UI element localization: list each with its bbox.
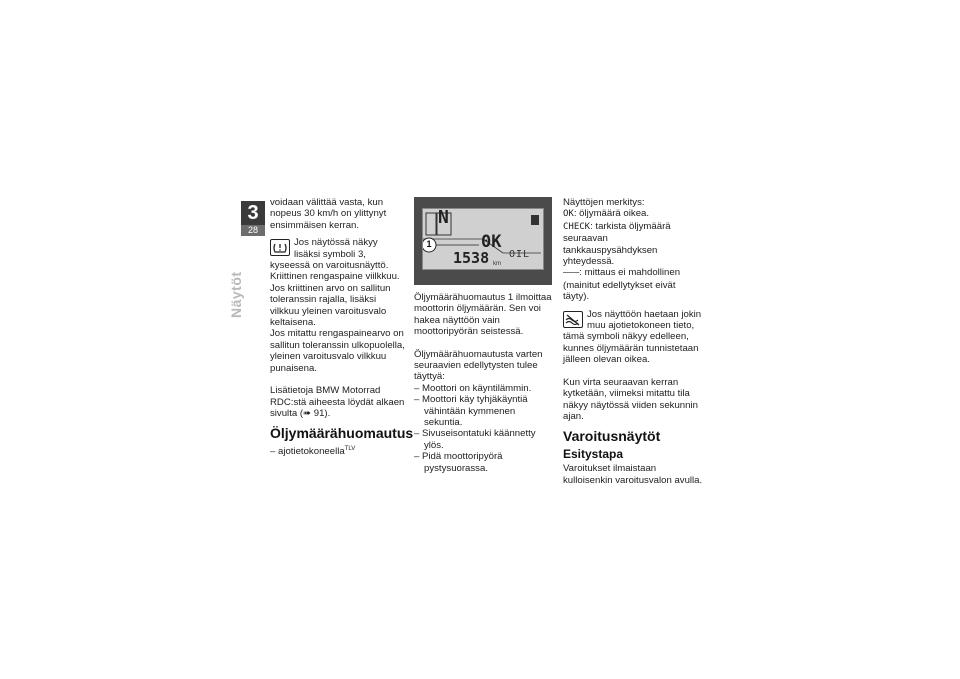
list-item: – Pidä moottoripyörä pystysuorassa. (414, 451, 503, 474)
list-item: – Moottori on käyntilämmin. (414, 382, 532, 394)
paragraph: voidaan välittää vasta, kun nopeus 30 km/h on ylittynyt ensimmäisen kerran. (270, 197, 387, 231)
superscript-tag: TLV (344, 446, 356, 453)
definition-text: : öljymäärä oikea. (573, 208, 650, 220)
section-heading: Varoitusnäytöt (563, 428, 661, 445)
odometer-unit: km (493, 261, 501, 267)
paragraph: Jos kriittinen arvo on sallitun toleranssin rajalla, lisäksi vilkkuu yleinen varoitusvalo keltaisena. (270, 282, 391, 329)
definition-text: : tarkista öljymäärä seuraavan tankkauspysähdyksen yhteydessä. (563, 220, 671, 268)
chapter-number: 3 (247, 202, 259, 224)
list-item-text: – ajotietokoneella (270, 446, 345, 458)
definition-check (563, 221, 703, 268)
definition-text: : mittaus ei mahdollinen (mainitut edellytykset eivät täyty). (563, 267, 681, 303)
column-1 (270, 197, 414, 458)
paragraph: Kun virta seuraavan kerran kytketään, viimeksi mitattu tila näkyy näytössä viiden sekunnin ajan. (563, 376, 698, 422)
page-number: 28 (241, 225, 265, 236)
tire-pressure-warning-icon (270, 239, 290, 256)
paragraph: Öljymäärähuomautusta varten seuraavien edellytysten tulee täyttyä: (414, 348, 543, 383)
callout-number: 1 (426, 239, 432, 249)
paragraph: Lisätietoja BMW Motorrad RDC:stä aiheesta löydät alkaen sivulta (➠ 91). (270, 385, 405, 419)
section-title-vertical: Näytöt (228, 271, 244, 318)
code-check: CHECK (563, 221, 591, 232)
lcd-screen (422, 208, 544, 270)
paragraph: Näyttöjen merkitys: (563, 197, 645, 208)
definition-dash (563, 267, 703, 302)
figure-caption: Öljymäärähuomautus 1 ilmoittaa moottorin öljymäärän. Sen voi hakea näyttöön vain moottoripyörän seistessä. (414, 292, 552, 338)
list-item (270, 444, 405, 458)
oil-level-icon (563, 311, 583, 328)
odometer-value: 1538 (453, 249, 490, 267)
column-2 (414, 197, 552, 474)
definition-ok (563, 208, 703, 220)
column-3 (563, 197, 703, 486)
subheading: Esitystapa (563, 447, 624, 462)
gear-indicator: N (438, 207, 449, 228)
instrument-display-image (414, 197, 552, 285)
code-ok: OK (563, 209, 574, 220)
paragraph: Jos mitattu rengaspainearvo on sallitun toleranssin ulkopuolella, yleinen varoitusvalo vilkkuu punaisena. (270, 328, 405, 374)
note-block (563, 309, 703, 366)
list-item: – Moottori käy tyhjäkäyntiä vähintään kymmenen sekuntia. (414, 394, 528, 429)
code-dash: ––– (563, 268, 580, 279)
note-block (270, 237, 405, 283)
oil-label: OIL (509, 249, 531, 260)
note-text: Jos näytössä näkyy lisäksi symboli 3, kyseessä on varoitusnäyttö. Kriittinen rengaspaine viilkkuu. (270, 237, 400, 283)
paragraph: Varoitukset ilmaistaan kulloisenkin varoitusvalon avulla. (563, 463, 703, 486)
section-heading: Öljymäärähuomautus (270, 425, 414, 442)
list-item: – Sivuseisontatuki käännetty ylös. (414, 428, 536, 451)
oil-value: 0K (481, 232, 502, 252)
note-text: Jos näyttöön haetaan jokin muu ajotietokoneen tieto, tämä symboli näkyy edelleen, kunnes öljymäärän tunnistetaan jälleen olevan oikea. (563, 308, 702, 366)
